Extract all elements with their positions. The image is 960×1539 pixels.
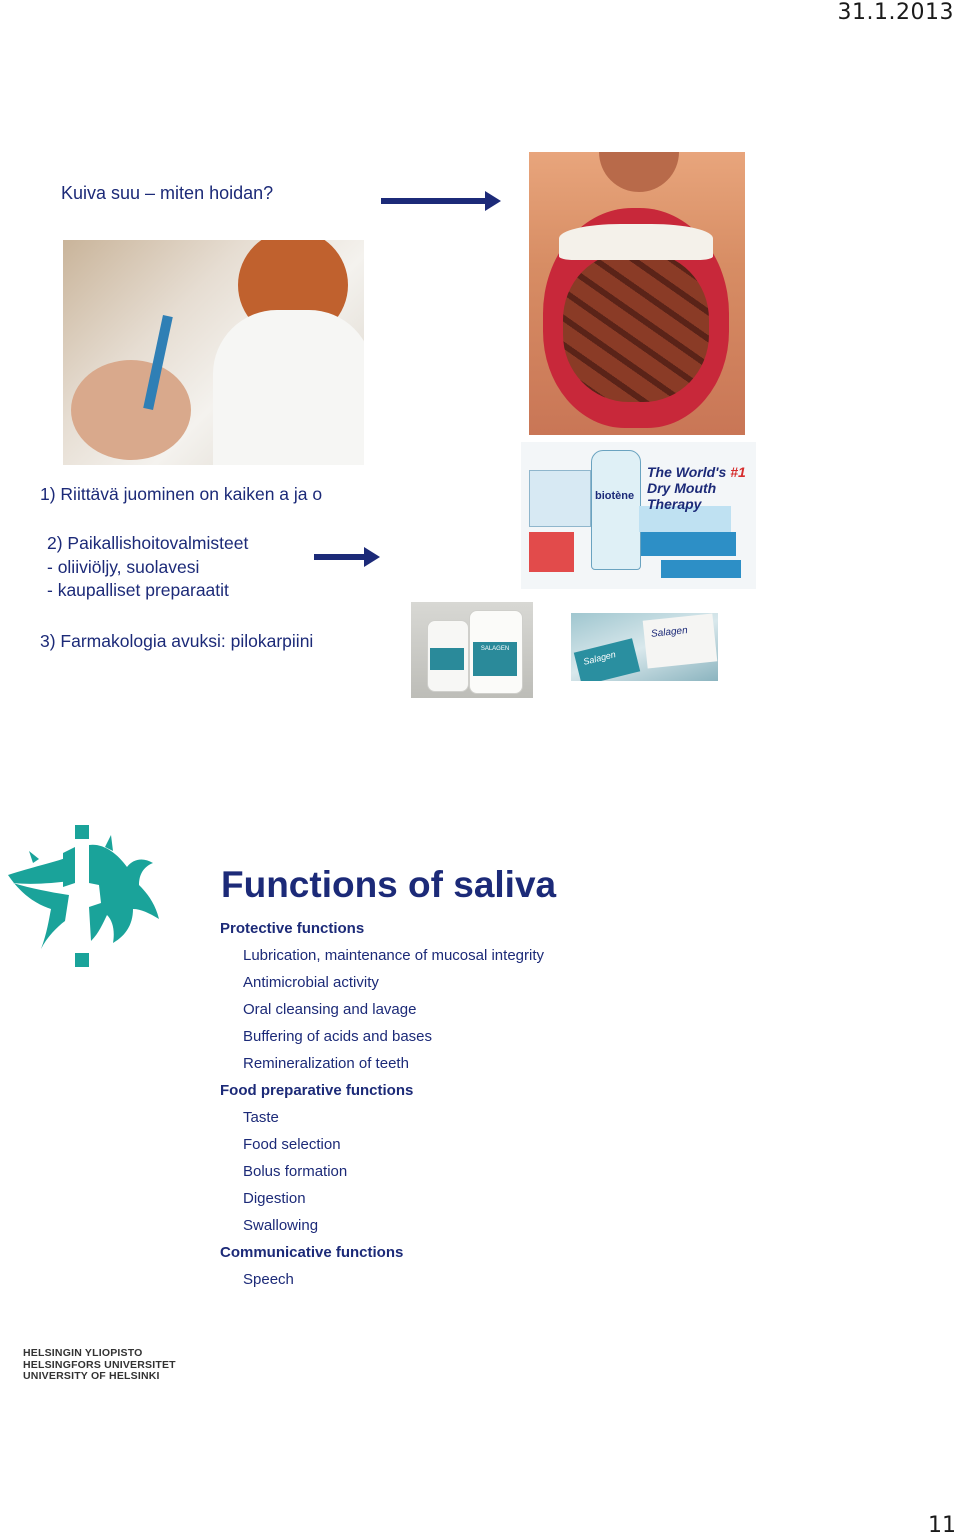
list-item: Taste (243, 1109, 279, 1126)
slide-title: Kuiva suu – miten hoidan? (61, 183, 274, 203)
pill-bottles-photo (411, 602, 533, 698)
salagen-package-photo (571, 613, 718, 681)
university-name-sv: HELSINGFORS UNIVERSITET (23, 1358, 176, 1371)
list-heading: Food preparative functions (220, 1082, 414, 1099)
product-promo: The World's #1 Dry Mouth Therapy (647, 464, 746, 512)
salagen-brand: Salagen (650, 625, 689, 640)
item-3: 3) Farmakologia avuksi: pilokarpiini (40, 631, 314, 651)
list-item: Oral cleansing and lavage (243, 1001, 417, 1018)
section-title: Functions of saliva (221, 864, 557, 905)
page-number: 11 (928, 1513, 956, 1538)
list-item: Digestion (243, 1190, 306, 1207)
list-item: Lubrication, maintenance of mucosal integrity (243, 947, 544, 964)
university-name-fi: HELSINGIN YLIOPISTO (23, 1347, 143, 1359)
university-name (23, 1348, 176, 1383)
list-heading: Communicative functions (220, 1244, 404, 1261)
list-item: Antimicrobial activity (243, 974, 379, 991)
item-2-sub-1: - oliiviöljy, suolavesi (47, 557, 200, 577)
list-item: Swallowing (243, 1217, 319, 1234)
product-brand: biotène (595, 490, 635, 502)
arrow-right-icon (314, 554, 366, 560)
list-item: Buffering of acids and bases (243, 1028, 433, 1045)
list-item: Food selection (243, 1136, 341, 1153)
arrow-right-icon (381, 198, 487, 204)
item-2-sub-2: - kaupalliset preparaatit (47, 580, 229, 600)
item-2-heading: 2) Paikallishoitovalmisteet (47, 533, 249, 553)
university-flame-logo-icon (3, 823, 161, 973)
list-item: Speech (243, 1271, 294, 1288)
date-label: 31.1.2013 (837, 0, 954, 25)
university-name-en: UNIVERSITY OF HELSINKI (23, 1370, 160, 1382)
biotene-products-photo (521, 442, 756, 589)
dry-mouth-photo (529, 152, 745, 435)
list-heading: Protective functions (220, 920, 365, 937)
list-item: Bolus formation (243, 1163, 348, 1180)
salagen-brand-pack: Salagen (582, 649, 617, 667)
item-1: 1) Riittävä juominen on kaiken a ja o (40, 484, 323, 504)
list-item: Remineralization of teeth (243, 1055, 409, 1072)
nurse-oral-care-photo (63, 240, 364, 465)
pill-brand: SALAGEN (480, 646, 510, 652)
saliva-functions-list (220, 917, 820, 1295)
